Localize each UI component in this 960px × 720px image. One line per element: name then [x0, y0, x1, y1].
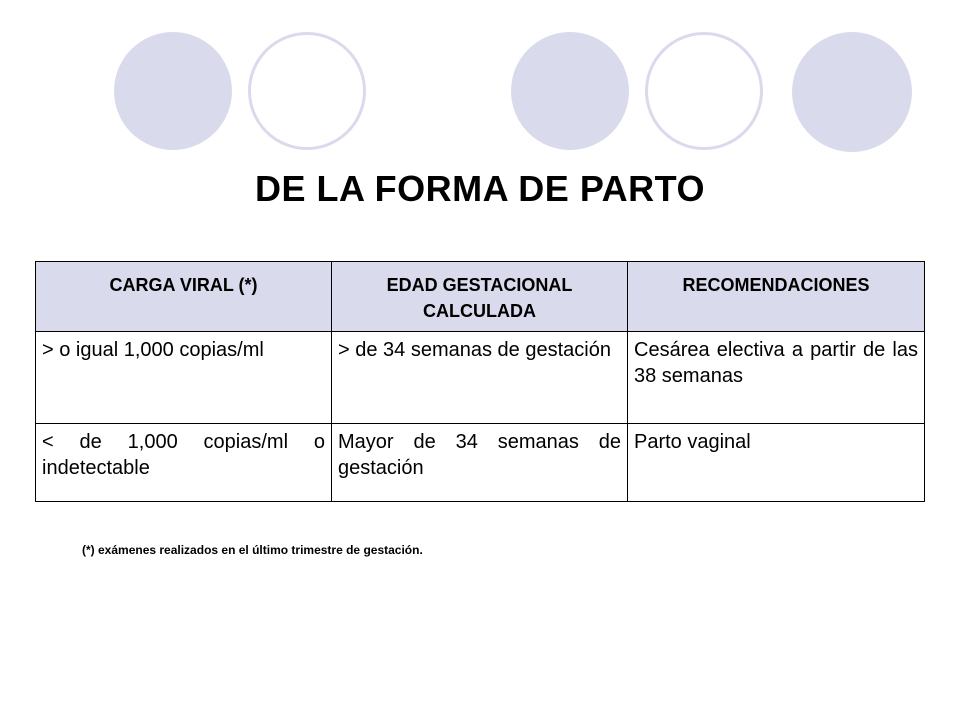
table-cell: > de 34 semanas de gestación — [332, 332, 628, 424]
column-header-viral-load: CARGA VIRAL (*) — [36, 262, 332, 332]
decorative-circle-filled — [511, 32, 629, 150]
decorative-circle-filled — [792, 32, 912, 152]
table-cell: Parto vaginal — [628, 424, 925, 502]
decorative-circle-ring — [248, 32, 366, 150]
column-header-gestational-age: EDAD GESTACIONAL CALCULADA — [332, 262, 628, 332]
slide-title: DE LA FORMA DE PARTO — [255, 168, 705, 209]
column-header-recommendations: RECOMENDACIONES — [628, 262, 925, 332]
table-row — [36, 332, 925, 424]
decorative-circle-ring — [645, 32, 763, 150]
table-cell: < de 1,000 copias/ml o indetectable — [36, 424, 332, 502]
decorative-circle-filled — [114, 32, 232, 150]
table-header-row — [36, 262, 925, 332]
table-cell: Mayor de 34 semanas de gestación — [332, 424, 628, 502]
table-cell: Cesárea electiva a partir de las 38 semanas — [628, 332, 925, 424]
footnote: (*) exámenes realizados en el último trimestre de gestación. — [82, 543, 423, 557]
table-cell: > o igual 1,000 copias/ml — [36, 332, 332, 424]
recommendations-table — [35, 261, 925, 502]
table-row — [36, 424, 925, 502]
